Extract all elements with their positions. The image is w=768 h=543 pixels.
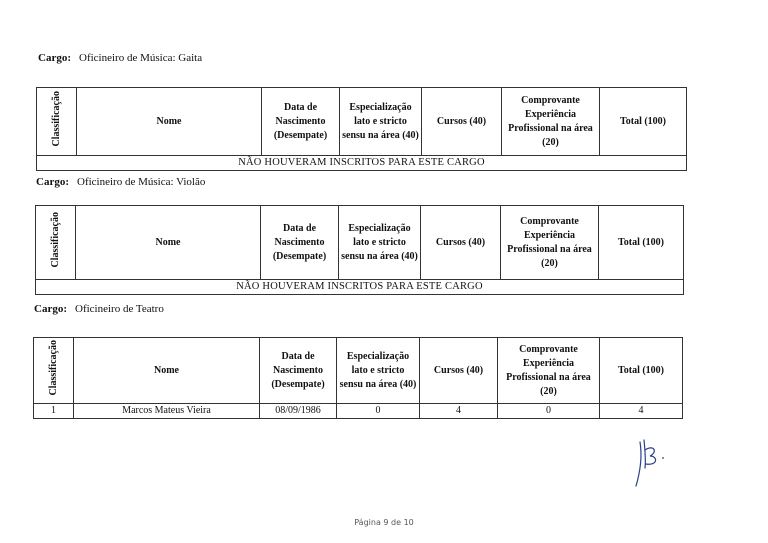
- cell-classificacao: 1: [34, 404, 74, 419]
- signature-initials: [622, 434, 672, 494]
- table-header-row: [34, 338, 683, 404]
- empty-row: [37, 156, 687, 171]
- header-classificacao: Classificação: [34, 338, 74, 404]
- header-nascimento: Data de Nascimento (Desempate): [261, 206, 339, 280]
- table-row: [34, 404, 683, 419]
- empty-message: NÃO HOUVERAM INSCRITOS PARA ESTE CARGO: [37, 156, 687, 171]
- empty-row: [36, 280, 684, 295]
- header-experiencia: Comprovante Experiência Profissional na área (20): [501, 206, 599, 280]
- header-nome: Nome: [77, 88, 262, 156]
- header-cursos: Cursos (40): [422, 88, 502, 156]
- cargo-line: [36, 176, 205, 188]
- header-experiencia: Comprovante Experiência Profissional na área (20): [502, 88, 600, 156]
- cargo-line: [38, 52, 202, 64]
- cell-cursos: 4: [420, 404, 498, 419]
- cargo-value: Oficineiro de Música: Gaita: [79, 52, 203, 64]
- header-nome: Nome: [74, 338, 260, 404]
- header-especializacao: Especialização lato e stricto sensu na área (40): [339, 206, 421, 280]
- header-nome: Nome: [76, 206, 261, 280]
- cargo-label: Cargo:: [34, 303, 67, 315]
- empty-message: NÃO HOUVERAM INSCRITOS PARA ESTE CARGO: [36, 280, 684, 295]
- header-total: Total (100): [599, 206, 684, 280]
- header-cursos: Cursos (40): [421, 206, 501, 280]
- header-classificacao: Classificação: [36, 206, 76, 280]
- cell-experiencia: 0: [498, 404, 600, 419]
- cell-especializacao: 0: [337, 404, 420, 419]
- cargo-label: Cargo:: [36, 176, 69, 188]
- cargo-value: Oficineiro de Música: Violão: [77, 176, 206, 188]
- cell-nascimento: 08/09/1986: [260, 404, 337, 419]
- table-header-row: [36, 206, 684, 280]
- cargo-line: [34, 303, 164, 315]
- header-experiencia: Comprovante Experiência Profissional na área (20): [498, 338, 600, 404]
- cargo-label: Cargo:: [38, 52, 71, 64]
- header-especializacao: Especialização lato e stricto sensu na área (40): [337, 338, 420, 404]
- table-header-row: [37, 88, 687, 156]
- header-especializacao: Especialização lato e stricto sensu na área (40): [340, 88, 422, 156]
- header-total: Total (100): [600, 88, 687, 156]
- header-nascimento: Data de Nascimento (Desempate): [262, 88, 340, 156]
- cargo-value: Oficineiro de Teatro: [75, 303, 164, 315]
- page-number: Página 9 de 10: [354, 518, 414, 527]
- header-nascimento: Data de Nascimento (Desempate): [260, 338, 337, 404]
- results-table: [35, 205, 684, 295]
- cell-total: 4: [600, 404, 683, 419]
- header-total: Total (100): [600, 338, 683, 404]
- results-table: [33, 337, 683, 419]
- header-classificacao: Classificação: [37, 88, 77, 156]
- cell-nome: Marcos Mateus Vieira: [74, 404, 260, 419]
- header-cursos: Cursos (40): [420, 338, 498, 404]
- results-table: [36, 87, 687, 171]
